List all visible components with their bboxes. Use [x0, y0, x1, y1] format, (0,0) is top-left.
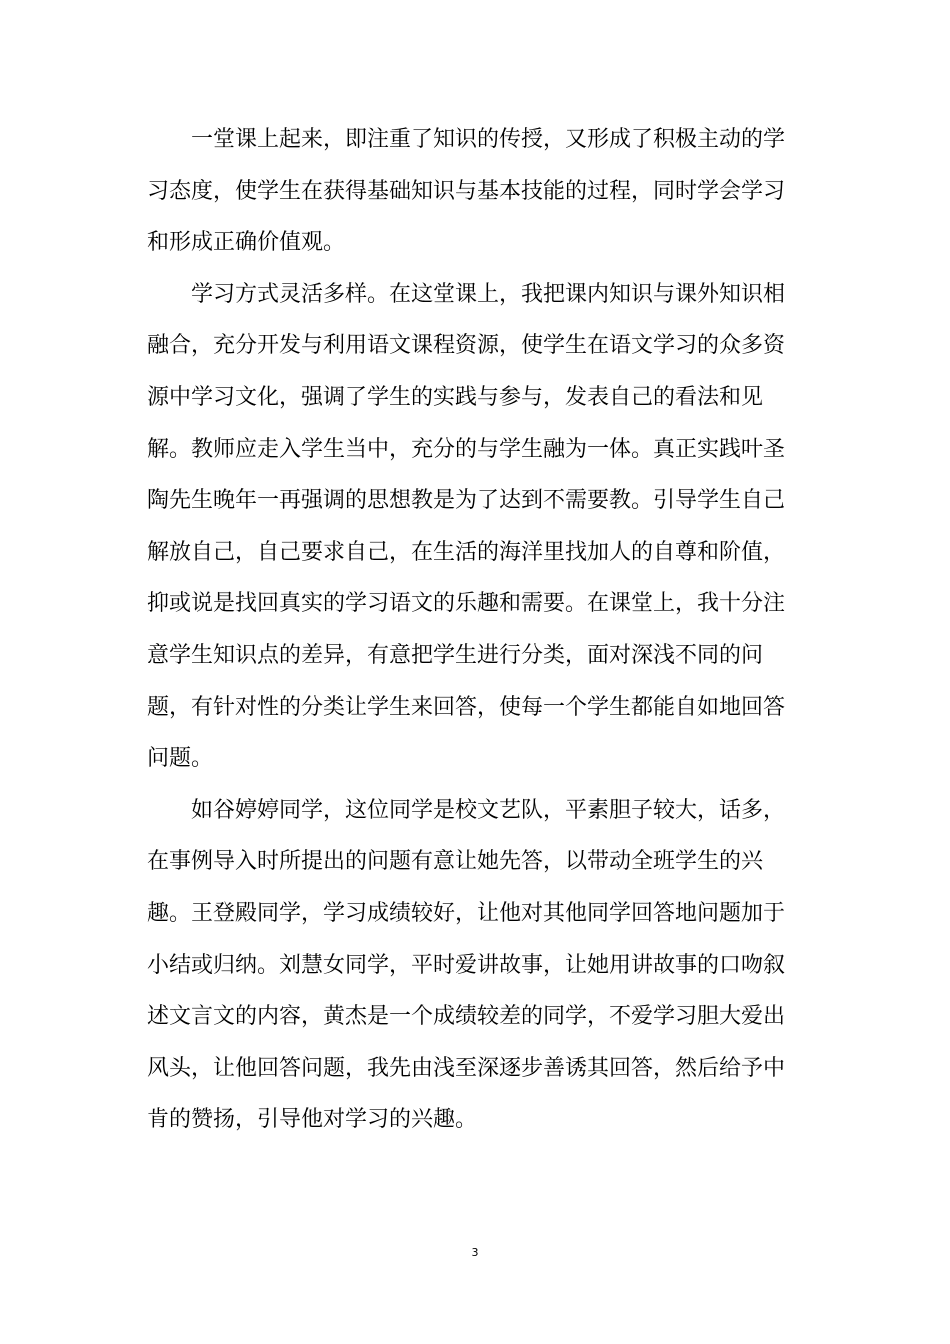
text-line: 如谷婷婷同学，这位同学是校文艺队，平素胆子较大，话多， — [191, 797, 786, 823]
text-line: 一堂课上起来，即注重了知识的传授，又形成了积极主动的学 — [191, 127, 786, 152]
text-line: 解放自己，自己要求自己，在生活的海洋里找加人的自尊和阶值， — [147, 539, 786, 565]
paragraph-1 — [147, 114, 807, 269]
text-line: 和形成正确价值观。 — [147, 230, 346, 256]
page-number: 3 — [471, 1246, 479, 1259]
paragraph-2 — [147, 269, 807, 785]
text-line: 融合，充分开发与利用语文课程资源，使学生在语文学习的众多资 — [147, 333, 786, 359]
text-line: 小结或归纳。刘慧女同学，平时爱讲故事，让她用讲故事的口吻叙 — [147, 952, 786, 978]
text-line: 习态度，使学生在获得基础知识与基本技能的过程，同时学会学习 — [147, 178, 786, 204]
text-line: 问题。 — [147, 746, 214, 772]
text-line: 解。教师应走入学生当中，充分的与学生融为一体。真正实践叶圣 — [147, 436, 786, 462]
text-line: 意学生知识点的差异，有意把学生进行分类，面对深浅不同的问 — [147, 642, 764, 668]
document-body — [147, 114, 807, 1146]
text-line: 在事例导入时所提出的问题有意让她先答，以带动全班学生的兴 — [147, 849, 764, 875]
text-line: 述文言文的内容，黄杰是一个成绩较差的同学，不爱学习胆大爱出 — [147, 1004, 786, 1030]
text-line: 学习方式灵活多样。在这堂课上，我把课内知识与课外知识相 — [191, 281, 786, 307]
paragraph-3 — [147, 785, 807, 1146]
text-line: 源中学习文化，强调了学生的实践与参与，发表自己的看法和见 — [147, 384, 764, 410]
text-line: 趣。王登殿同学，学习成绩较好，让他对其他同学回答地问题加于 — [147, 900, 786, 926]
text-line: 抑或说是找回真实的学习语文的乐趣和需要。在课堂上，我十分注 — [147, 591, 786, 617]
text-line: 陶先生晚年一再强调的思想教是为了达到不需要教。引导学生自己 — [147, 488, 786, 514]
text-line: 题，有针对性的分类让学生来回答，使每一个学生都能自如地回答 — [147, 694, 786, 720]
text-line: 风头，让他回答问题，我先由浅至深逐步善诱其回答，然后给予中 — [147, 1055, 786, 1081]
text-line: 肯的赞扬，引导他对学习的兴趣。 — [147, 1107, 478, 1133]
